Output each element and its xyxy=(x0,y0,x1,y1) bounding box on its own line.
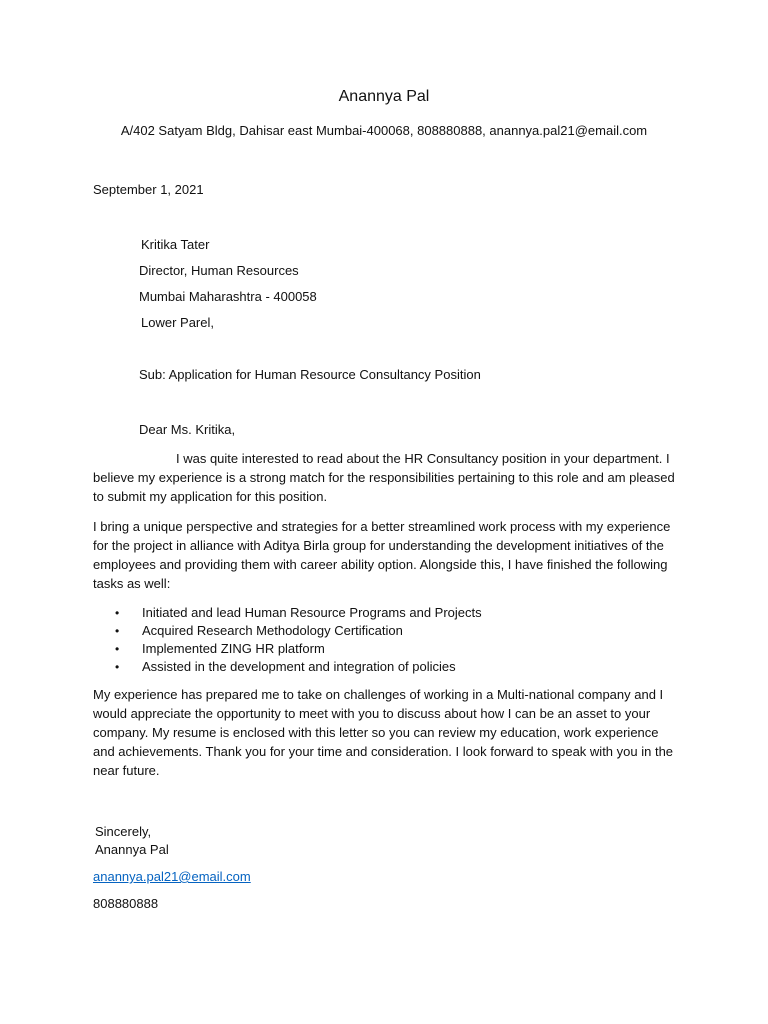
sender-name: Anannya Pal xyxy=(338,88,430,105)
bullet-icon: • xyxy=(115,624,120,638)
task-list xyxy=(115,604,482,676)
recipient-title: Director, Human Resources xyxy=(139,263,299,278)
signature-name: Anannya Pal xyxy=(95,842,169,857)
list-item-text: Initiated and lead Human Resource Programs and Projects xyxy=(142,605,482,620)
body-paragraph-3: My experience has prepared me to take on challenges of working in a Multi-national company and I would appreciate the opportunity to meet with you to discuss about how I can be an asset to your company. My resume is enclosed with this letter so you can review my education, work experience and achievements. Thank you for your time and consideration. I look forward to speak with you in the near future. xyxy=(93,687,674,778)
sign-off: Sincerely, xyxy=(95,824,152,839)
list-item xyxy=(115,658,482,676)
body-paragraph-2: I bring a unique perspective and strategies for a better streamlined work process with my experience for the project in alliance with Aditya Birla group for understanding the development initiatives of the employees and providing them with career ability option. Alongside this, I have finished the following tasks as well: xyxy=(93,519,671,591)
body-paragraph-1: I was quite interested to read about the HR Consultancy position in your department. I believe my experience is a strong match for the responsibilities pertaining to this role and am pleased to submit my application for this position. xyxy=(93,451,675,504)
bullet-icon: • xyxy=(115,660,120,674)
list-item-text: Acquired Research Methodology Certification xyxy=(142,623,403,638)
list-item xyxy=(115,622,482,640)
recipient-area: Lower Parel, xyxy=(141,315,214,330)
salutation: Dear Ms. Kritika, xyxy=(139,422,236,437)
recipient-city: Mumbai Maharashtra - 400058 xyxy=(139,289,317,304)
list-item-text: Implemented ZING HR platform xyxy=(142,641,325,656)
bullet-icon: • xyxy=(115,642,120,656)
list-item xyxy=(115,604,482,622)
email-link[interactable]: anannya.pal21@email.com xyxy=(93,869,251,884)
sender-address-line: A/402 Satyam Bldg, Dahisar east Mumbai-400068, 808880888, anannya.pal21@email.com xyxy=(120,123,648,138)
bullet-icon: • xyxy=(115,606,120,620)
recipient-name: Kritika Tater xyxy=(141,237,210,252)
letter-subject: Sub: Application for Human Resource Consultancy Position xyxy=(139,367,481,382)
list-item xyxy=(115,640,482,658)
phone-number: 808880888 xyxy=(93,896,159,911)
letter-date: September 1, 2021 xyxy=(93,182,204,197)
list-item-text: Assisted in the development and integration of policies xyxy=(142,659,456,674)
